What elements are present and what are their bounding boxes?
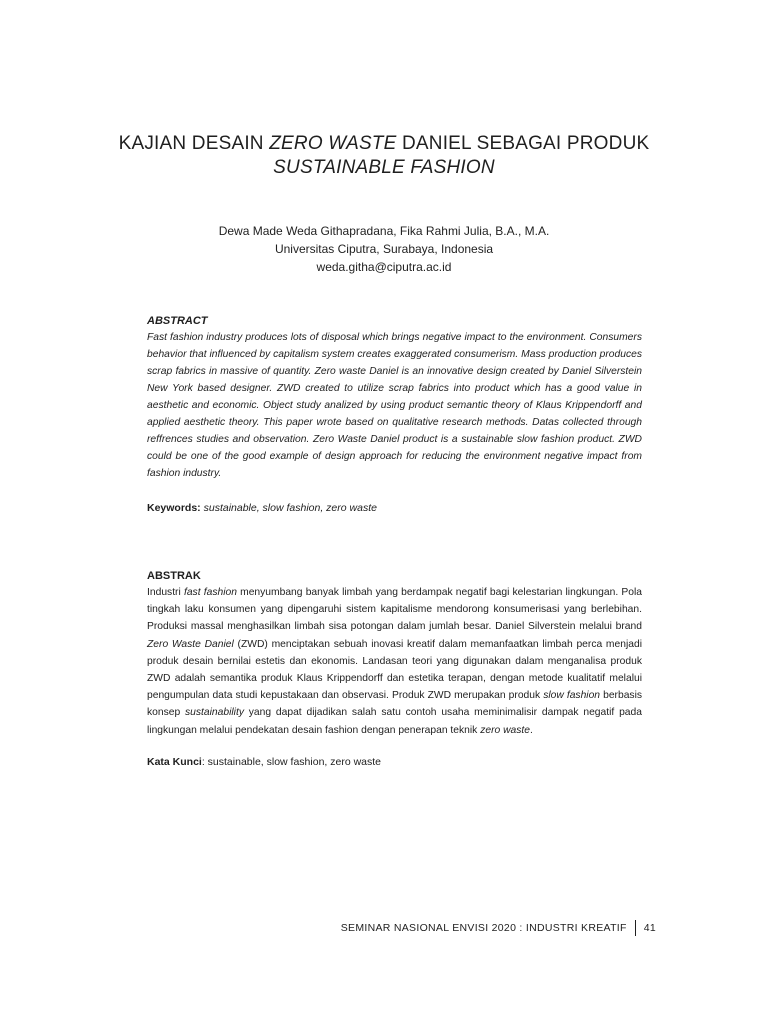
- abstrak-italic-run: sustainability: [185, 707, 244, 719]
- abstrak-italic-run: slow fashion: [543, 690, 601, 702]
- abstrak-heading: ABSTRAK: [147, 570, 201, 582]
- abstract-text: Fast fashion industry produces lots of disposal which brings negative impact to the environment. Consumers behavior that influenced by capitalism system creates exaggerated consumerism. Mass production produces scrap fabrics in massive of quantity. Zero waste Daniel is an innovative design created by Daniel Silverstein New York based designer. ZWD created to utilize scrap fabrics into product which has a good value in aesthetic and economic. Object study analized by using product semantic theory of Klaus Krippendorff and applied aesthetic theory. This paper wrote based on qualitative research methods. Datas collected through reffrences studies and observation. Zero Waste Daniel product is a sustainable slow fashion product. ZWD could be one of the good example of design approach for reducing the environment negative impact from fashion industry.: [147, 332, 642, 479]
- keywords-label: Keywords:: [147, 502, 201, 514]
- abstrak-run: (ZWD) menciptakan sebuah inovasi kreatif dalam memanfaatkan limbah perca menjadi produk desain bernilai estetis dan ekonomis. Landasan teori yang digunakan dalam menganalisa produk ZWD adalah semantika produk Klaus Krippendorff dan estetika terapan, dengan metode kualitatif melalui pengumpulan data studi kepustakaan dan observasi. Produk ZWD merupakan produk: [147, 638, 642, 702]
- kata-kunci-value: : sustainable, slow fashion, zero waste: [201, 756, 382, 768]
- author-block: [60, 222, 708, 276]
- keywords-english: [147, 500, 642, 516]
- kata-kunci-label: Kata Kunci: [147, 756, 202, 768]
- keywords-indonesian: [147, 754, 642, 770]
- abstrak-run: .: [529, 724, 533, 736]
- abstrak-italic-run: zero waste: [480, 724, 530, 736]
- title-line-1: [60, 132, 708, 156]
- abstract-heading: ABSTRACT: [147, 315, 208, 327]
- author-names: Dewa Made Weda Githapradana, Fika Rahmi Julia, B.A., M.A.: [218, 224, 550, 238]
- abstract-english: [147, 313, 642, 482]
- keywords-value: sustainable, slow fashion, zero waste: [200, 502, 377, 514]
- abstrak-run: yang dapat dijadikan salah satu contoh usaha meminimalisir dampak negatif pada lingkungan melalui pendekatan desain fashion dengan penerapan teknik: [147, 707, 642, 736]
- abstract-indonesian: [147, 568, 642, 739]
- title-text-1a: KAJIAN DESAIN: [118, 133, 270, 154]
- abstrak-run: Industri: [147, 587, 184, 598]
- author-affiliation: Universitas Ciputra, Surabaya, Indonesia: [274, 242, 494, 256]
- footer-journal: SEMINAR NASIONAL ENVISI 2020 : INDUSTRI KREATIF: [340, 922, 627, 934]
- abstrak-italic-run: Zero Waste Daniel: [147, 638, 234, 650]
- abstrak-text: [147, 584, 642, 739]
- abstrak-run: menyumbang banyak limbah yang berdampak negatif bagi kelestarian lingkungan. Pola tingkah laku konsumen yang dipengaruhi sistem kapitalisme mendorong konsumerisasi yang berlebihan. Produksi massal menghasilkan limbah sisa potongan dalam jumlah besar. Daniel Silverstein melalui brand: [147, 587, 642, 633]
- abstrak-italic-run: fast fashion: [183, 587, 237, 598]
- title-line-2: SUSTAINABLE FASHION: [273, 157, 495, 178]
- page-footer: [341, 920, 656, 936]
- abstrak-run: berbasis konsep: [147, 690, 643, 719]
- paper-title: [60, 132, 708, 180]
- footer-divider: [635, 920, 636, 936]
- page-number: 41: [643, 922, 656, 934]
- title-text-1b: ZERO WASTE: [269, 133, 397, 154]
- title-text-1c: DANIEL SEBAGAI PRODUK: [396, 133, 650, 154]
- author-email: weda.githa@ciputra.ac.id: [316, 260, 452, 274]
